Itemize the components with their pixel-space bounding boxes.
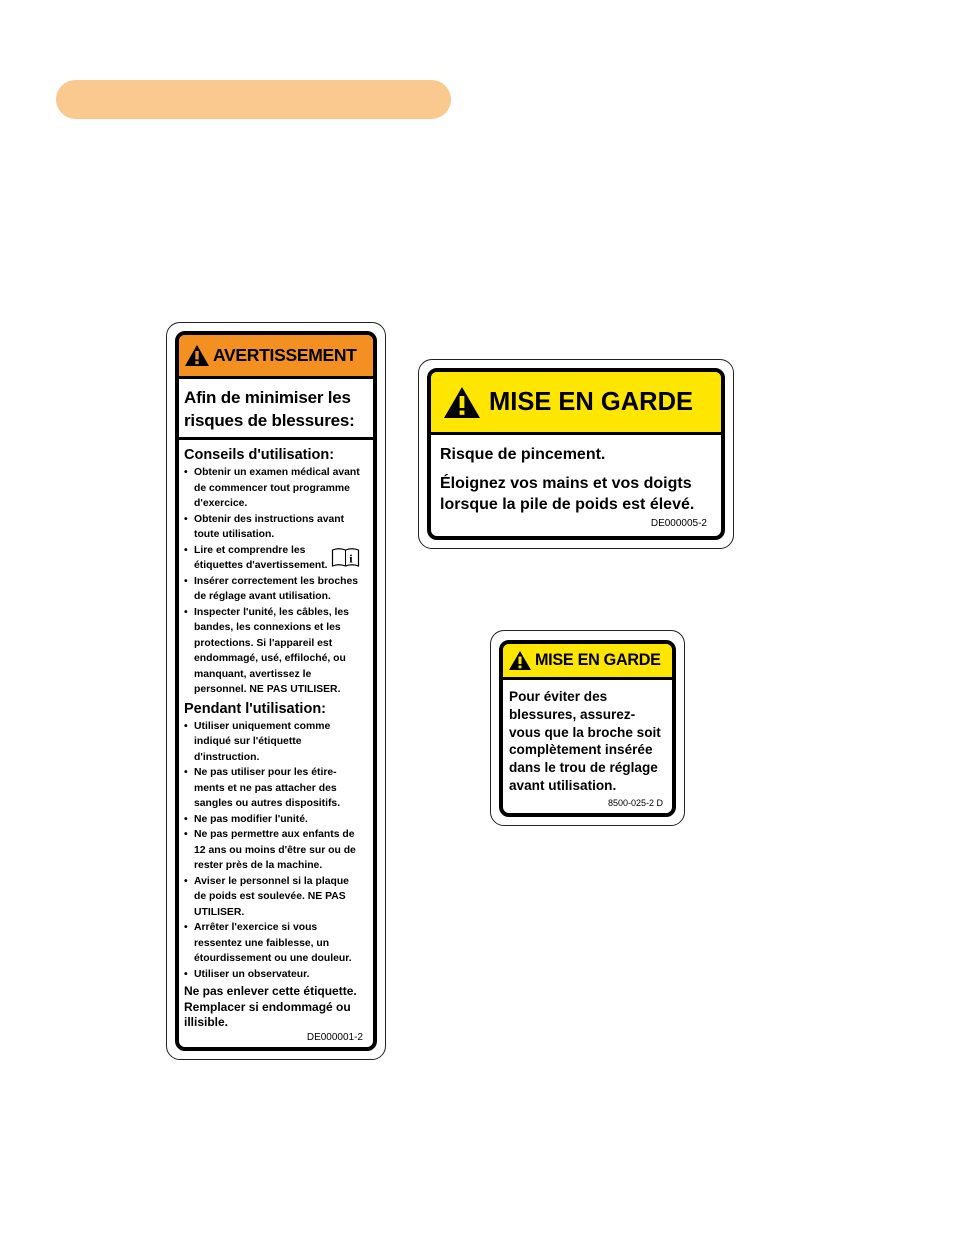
caution-label-pinch bbox=[418, 359, 734, 549]
list-item: • Ne pas utiliser pour les étire- ments et ne pas attacher des sangles ou autres dispositifs. bbox=[184, 765, 369, 812]
caution-label-inner bbox=[499, 640, 676, 817]
svg-text:i: i bbox=[349, 551, 353, 566]
list-item: • Insérer correctement les broches de réglage avant utilisation. bbox=[184, 574, 369, 605]
section-header-bar bbox=[56, 80, 451, 119]
list-item: • Lire et comprendre les étiquettes d'avertissement. bbox=[184, 543, 369, 574]
caution-text: Pour éviter des blessures, assurez- vous que la broche soit complètement insérée dans le trou de réglage avant utilisation. bbox=[509, 689, 661, 793]
caution-line-1: Risque de pincement. bbox=[440, 446, 606, 463]
warning-label-avertissement bbox=[166, 322, 386, 1060]
list-item: • Obtenir un examen médical avant de commencer tout programme d'exercice. bbox=[184, 465, 369, 512]
warning-triangle-icon bbox=[184, 344, 210, 367]
label-code: DE000001-2 bbox=[306, 1032, 363, 1043]
label-code: 8500-025-2 D bbox=[607, 798, 663, 808]
caution-banner bbox=[431, 372, 721, 435]
warning-footer: Ne pas enlever cette étiquette. Remplacer si endommagé ou illisible. bbox=[184, 984, 357, 1029]
warning-heading: Afin de minimiser les risques de blessures: bbox=[179, 379, 373, 440]
list-item: • Obtenir des instructions avant toute utilisation. bbox=[184, 512, 369, 543]
caution-banner-title: MISE EN GARDE bbox=[489, 387, 694, 416]
list-item: • Ne pas permettre aux enfants de 12 ans ou moins d'être sur ou de rester près de la machine. bbox=[184, 827, 369, 874]
conseils-list bbox=[184, 465, 369, 698]
list-item: • Ne pas modifier l'unité. bbox=[184, 812, 369, 828]
section-title-pendant: Pendant l'utilisation: bbox=[184, 700, 327, 717]
warning-label-inner bbox=[175, 331, 377, 1051]
warning-banner bbox=[179, 335, 373, 379]
caution-label-inner bbox=[427, 368, 725, 540]
list-item: • Arrêter l'exercice si vous ressentez une faiblesse, un étourdissement ou une douleur. bbox=[184, 920, 369, 967]
list-item: • Utiliser un observateur. bbox=[184, 967, 369, 983]
list-item: • Aviser le personnel si la plaque de poids est soulevée. NE PAS UTILISER. bbox=[184, 874, 369, 921]
caution-banner-title: MISE EN GARDE bbox=[535, 651, 661, 669]
warning-body bbox=[179, 440, 373, 1031]
caution-line-2: Éloignez vos mains et vos doigts lorsque la pile de poids est élevé. bbox=[440, 475, 695, 513]
warning-triangle-icon bbox=[443, 386, 481, 419]
label-code: DE000005-2 bbox=[650, 518, 707, 529]
caution-banner bbox=[503, 644, 672, 680]
list-item: • Utiliser uniquement comme indiqué sur l'étiquette d'instruction. bbox=[184, 719, 369, 766]
caution-text bbox=[431, 435, 721, 515]
caution-label-pin bbox=[490, 630, 685, 826]
list-item: • Inspecter l'unité, les câbles, les bandes, les connexions et les protections. Si l'appareil est endommagé, usé, effiloché, ou manquant, avertissez le personnel. NE PAS UTILISER. bbox=[184, 605, 369, 698]
warning-triangle-icon bbox=[508, 650, 532, 671]
section-title-conseils: Conseils d'utilisation: bbox=[184, 447, 335, 463]
warning-banner-title: AVERTISSEMENT bbox=[213, 345, 357, 365]
pendant-list bbox=[184, 719, 369, 983]
